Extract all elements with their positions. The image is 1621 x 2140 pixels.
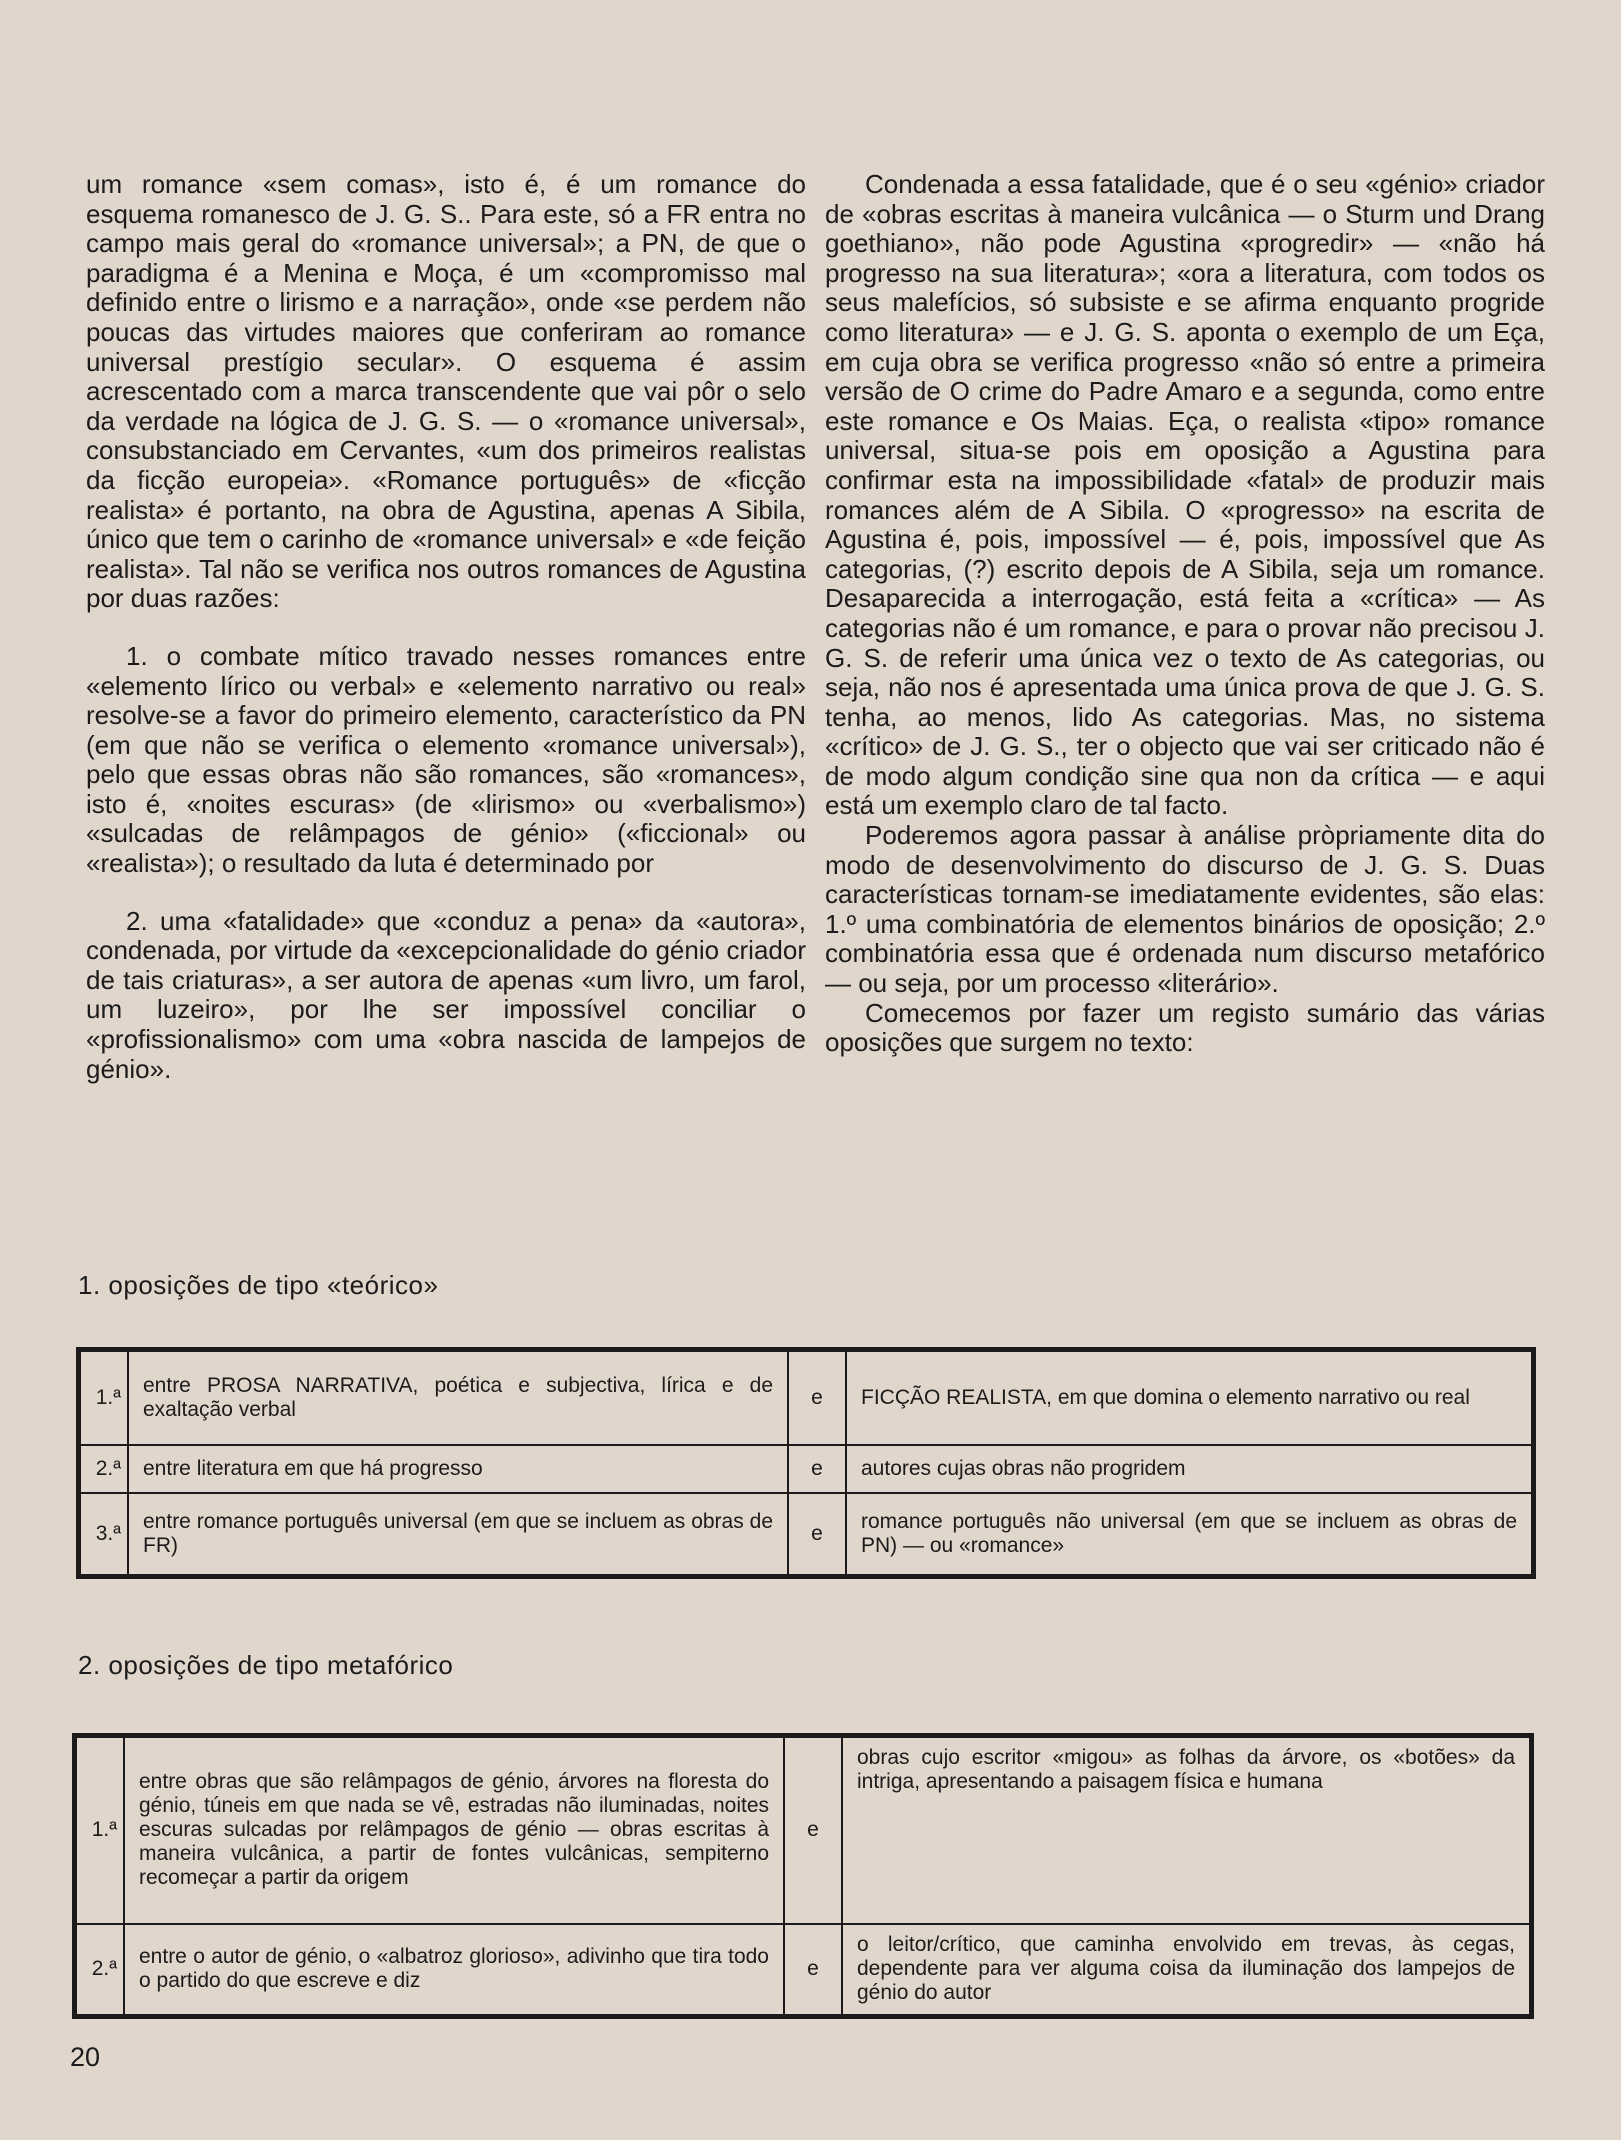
right-paragraph-2: Poderemos agora passar à análise pròpriamente dita do modo de desenvolvimento do discurso de J. G. S. Duas características tornam-se imediatamente evidentes, são elas: 1.º uma combinatória de elementos binários de oposição; 2.º combinatória essa que é ordenada num discurso metafórico — ou seja, por um processo «literário». [825,820,1545,999]
conjunction: e [788,1493,846,1576]
row-number: 2.ª [79,1445,129,1493]
table-row [79,1493,1534,1576]
left-term: entre literatura em que há progresso [128,1445,788,1493]
left-term: entre romance português universal (em que se incluem as obras de FR) [128,1493,788,1576]
right-term: obras cujo escritor «migou» as folhas da árvore, os «botões» da intriga, apresentando a paisagem física e humana [842,1736,1532,1924]
left-paragraph-3: 2. uma «fatalidade» que «conduz a pena» da «autora», condenada, por virtude da «excepcionalidade do génio criador de tais criaturas», a ser autora de apenas «um livro, um farol, um luzeiro», por lhe ser impossível conciliar o «profissionalismo» com uma «obra nascida de lampejos de génio». [86,905,806,1084]
conjunction: e [788,1445,846,1493]
table-row [79,1445,1534,1493]
left-term: entre PROSA NARRATIVA, poética e subjectiva, lírica e de exaltação verbal [128,1350,788,1446]
conjunction: e [784,1736,842,1924]
row-number: 1.ª [75,1736,125,1924]
right-column [825,170,1545,1058]
theoretical-oppositions-table [76,1347,1536,1579]
table-row [79,1350,1534,1446]
conjunction: e [788,1350,846,1446]
row-number: 3.ª [79,1493,129,1576]
right-term: FICÇÃO REALISTA, em que domina o elemento narrativo ou real [846,1350,1534,1446]
right-term: o leitor/crítico, que caminha envolvido em trevas, às cegas, dependente para ver alguma coisa da iluminação dos lampejos de génio do autor [842,1924,1532,2017]
left-paragraph-2: 1. o combate mítico travado nesses romances entre «elemento lírico ou verbal» e «elemento narrativo ou real» resolve-se a favor do primeiro elemento, característico da PN (em que não se verifica o elemento «romance universal»), pelo que essas obras não são romances, são «romances», isto é, «noites escuras» (de «lirismo» ou «verbalismo») «sulcadas de relâmpagos de génio» («ficcional» ou «realista»); o resultado da luta é determinado por [86,640,806,879]
table-row [75,1736,1532,1924]
left-paragraph-1: um romance «sem comas», isto é, é um romance do esquema romanesco de J. G. S.. Para este, só a FR entra no campo mais geral do «romance universal»; a PN, de que o paradigma é a Menina e Moça, é um «compromisso mal definido entre o lirismo e a narração», onde «se perdem não poucas das virtudes maiores que conferiram ao romance universal prestígio secular». O esquema é assim acrescentado com a marca transcendente que vai pôr o selo da verdade na lógica de J. G. S. — o «romance universal», consubstanciado em Cervantes, «um dos primeiros realistas da ficção europeia». «Romance português» de «ficção realista» é portanto, na obra de Agustina, apenas A Sibila, único que tem o carinho de «romance universal» e «de feição realista». Tal não se verifica nos outros romances de Agustina por duas razões: [86,169,806,614]
right-term: romance português não universal (em que se incluem as obras de PN) — ou «romance» [846,1493,1534,1576]
table-row [75,1924,1532,2017]
right-paragraph-3: Comecemos por fazer um registo sumário das várias oposições que surgem no texto: [825,997,1545,1058]
row-number: 2.ª [75,1924,125,2017]
row-number: 1.ª [79,1350,129,1446]
section-1-title: 1. oposições de tipo «teórico» [78,1270,439,1300]
right-term: autores cujas obras não progridem [846,1445,1534,1493]
left-term: entre obras que são relâmpagos de génio, árvores na floresta do génio, túneis em que nada se vê, estradas não iluminadas, noites escuras sulcadas por relâmpagos de génio — obras escritas à maneira vulcânica, a partir de fontes vulcânicas, sempiterno recomeçar a partir da origem [124,1736,784,1924]
section-2-title: 2. oposições de tipo metafórico [78,1650,454,1680]
right-paragraph-1: Condenada a essa fatalidade, que é o seu «génio» criador de «obras escritas à maneira vulcânica — o Sturm und Drang goethiano», não pode Agustina «progredir» — «não há progresso na sua literatura»; «ora a literatura, com todos os seus malefícios, só subsiste e se afirma enquanto progride como literatura» — e J. G. S. aponta o exemplo de um Eça, em cuja obra se verifica progresso «não só entre a primeira versão de O crime do Padre Amaro e a segunda, como entre este romance e Os Maias. Eça, o realista «tipo» romance universal, situa-se pois em oposição a Agustina para confirmar esta na impossibilidade «fatal» de produzir mais romances além de A Sibila. O «progresso» na escrita de Agustina é, pois, impossível — é, pois, impossível que As categorias, (?) escrito depois de A Sibila, seja um romance. Desaparecida a interrogação, está feita a «crítica» — As categorias não é um romance, e para o provar não precisou J. G. S. de referir uma única vez o texto de As categorias, ou seja, não nos é apresentada uma única prova de que J. G. S. tenha, ao menos, lido As categorias. Mas, no sistema «crítico» de J. G. S., ter o objecto que vai ser criticado não é de modo algum condição sine qua non da crítica — e aqui está um exemplo claro de tal facto. [825,169,1545,821]
metaphorical-oppositions-table [72,1733,1534,2019]
page-number: 20 [70,2042,101,2072]
left-term: entre o autor de génio, o «albatroz glorioso», adivinho que tira todo o partido do que escreve e diz [124,1924,784,2017]
left-column [86,170,806,1084]
conjunction: e [784,1924,842,2017]
